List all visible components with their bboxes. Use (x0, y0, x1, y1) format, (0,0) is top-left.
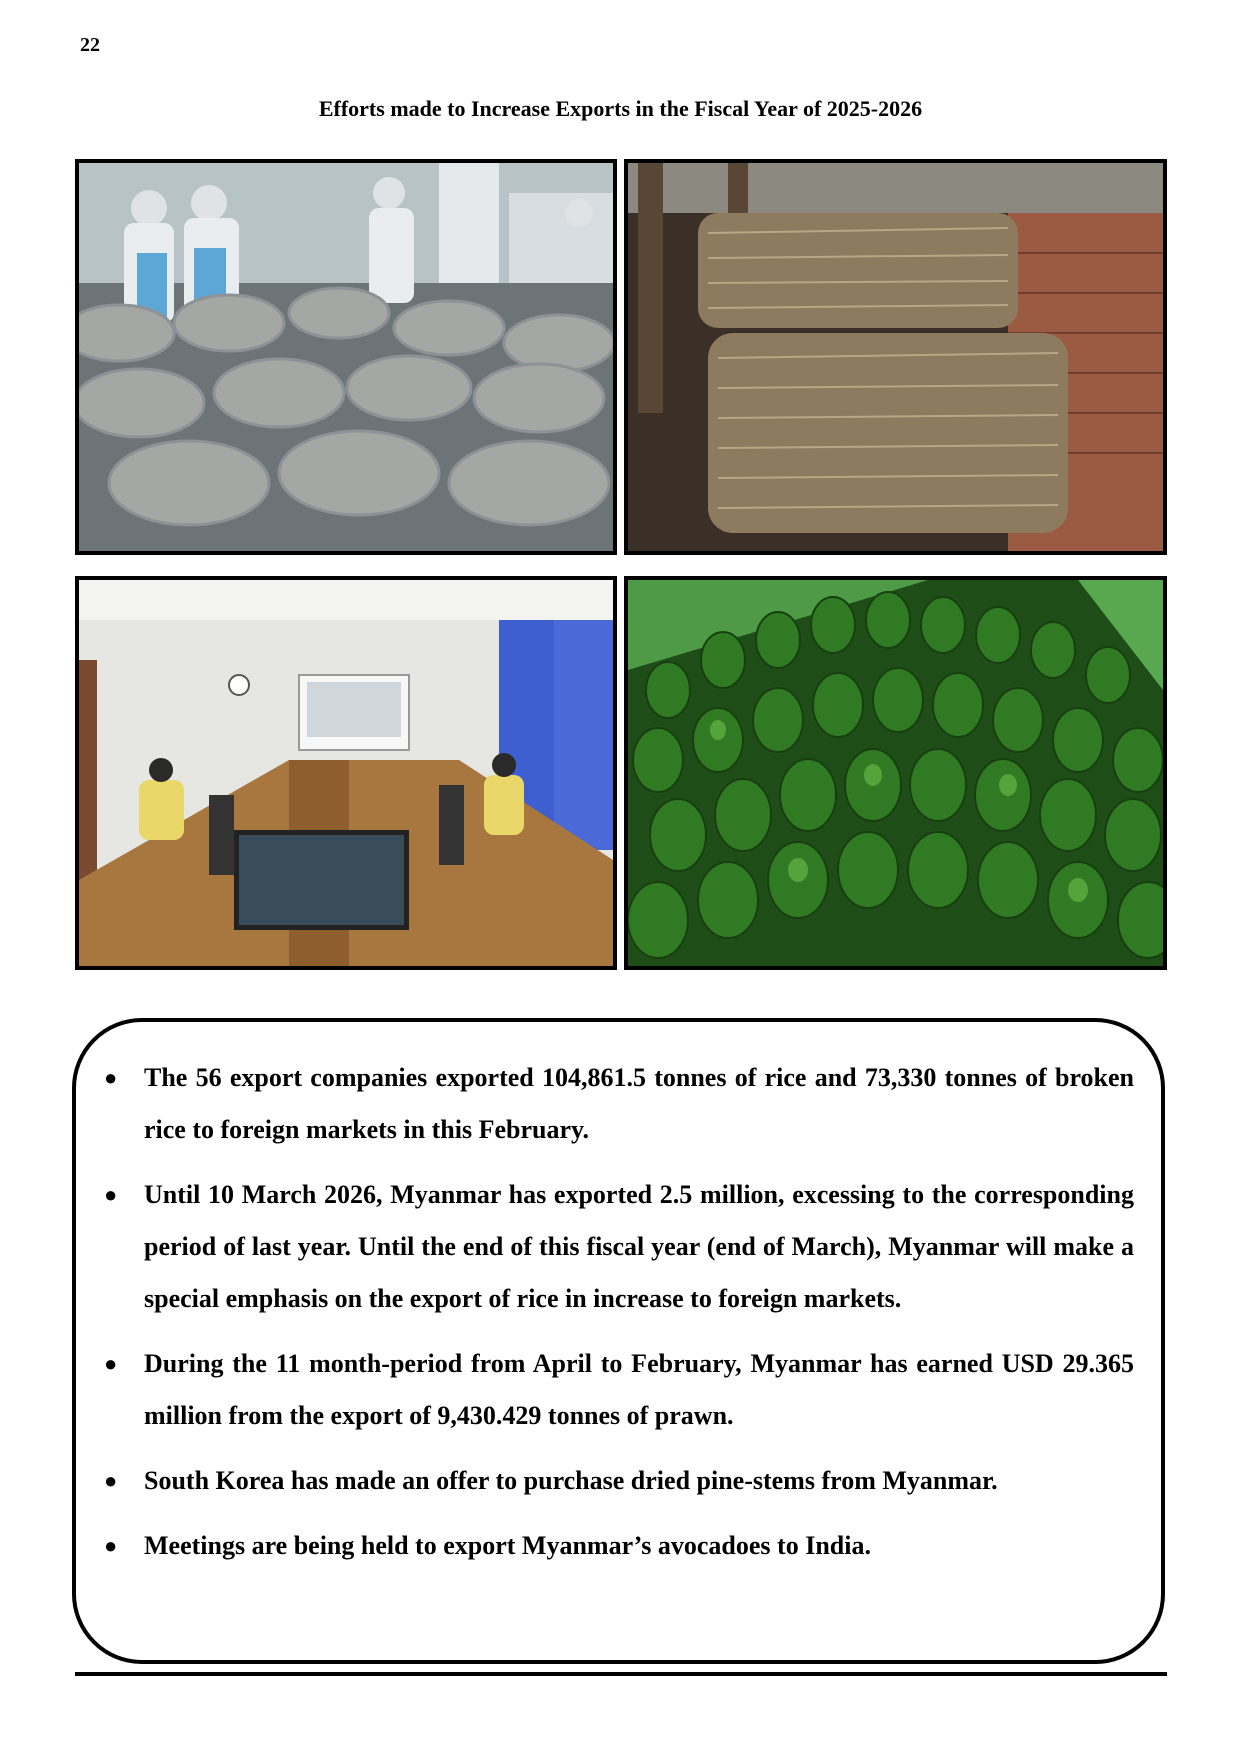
list-item-text: Meetings are being held to export Myanmar’s avocadoes to India. (144, 1531, 871, 1560)
list-item (104, 1169, 1134, 1325)
page-title: Efforts made to Increase Exports in the Fiscal Year of 2025-2026 (318, 96, 923, 121)
list-item (104, 1520, 1134, 1572)
prawn-processing-photo (75, 159, 617, 555)
list-item (104, 1338, 1134, 1442)
bullet-icon: ● (104, 1182, 118, 1207)
bullet-icon: ● (104, 1468, 118, 1493)
video-conference-meeting-photo (75, 576, 617, 970)
list-item-text: During the 11 month-period from April to February, Myanmar has earned USD 29.365 million from the export of 9,430.429 tonnes of prawn. (144, 1349, 1134, 1430)
list-item (104, 1455, 1134, 1507)
list-item-text: South Korea has made an offer to purchase dried pine-stems from Myanmar. (144, 1466, 998, 1495)
dried-pine-stems-photo (624, 159, 1167, 555)
list-item-text: The 56 export companies exported 104,861.5 tonnes of rice and 73,330 tonnes of broken rice to foreign markets in this February. (144, 1063, 1134, 1144)
list-item (104, 1052, 1134, 1156)
bullet-icon: ● (104, 1065, 118, 1090)
avocados-photo (624, 576, 1167, 970)
bottom-divider (75, 1672, 1167, 1676)
list-item-text: Until 10 March 2026, Myanmar has exported 2.5 million, excessing to the corresponding period of last year. Until the end of this fiscal year (end of March), Myanmar will make a special emphasis on the export of rice in increase to foreign markets. (144, 1180, 1134, 1313)
page-number: 22 (80, 34, 100, 56)
bullet-icon: ● (104, 1533, 118, 1558)
bullet-icon: ● (104, 1351, 118, 1376)
bullet-list (104, 1052, 1134, 1585)
